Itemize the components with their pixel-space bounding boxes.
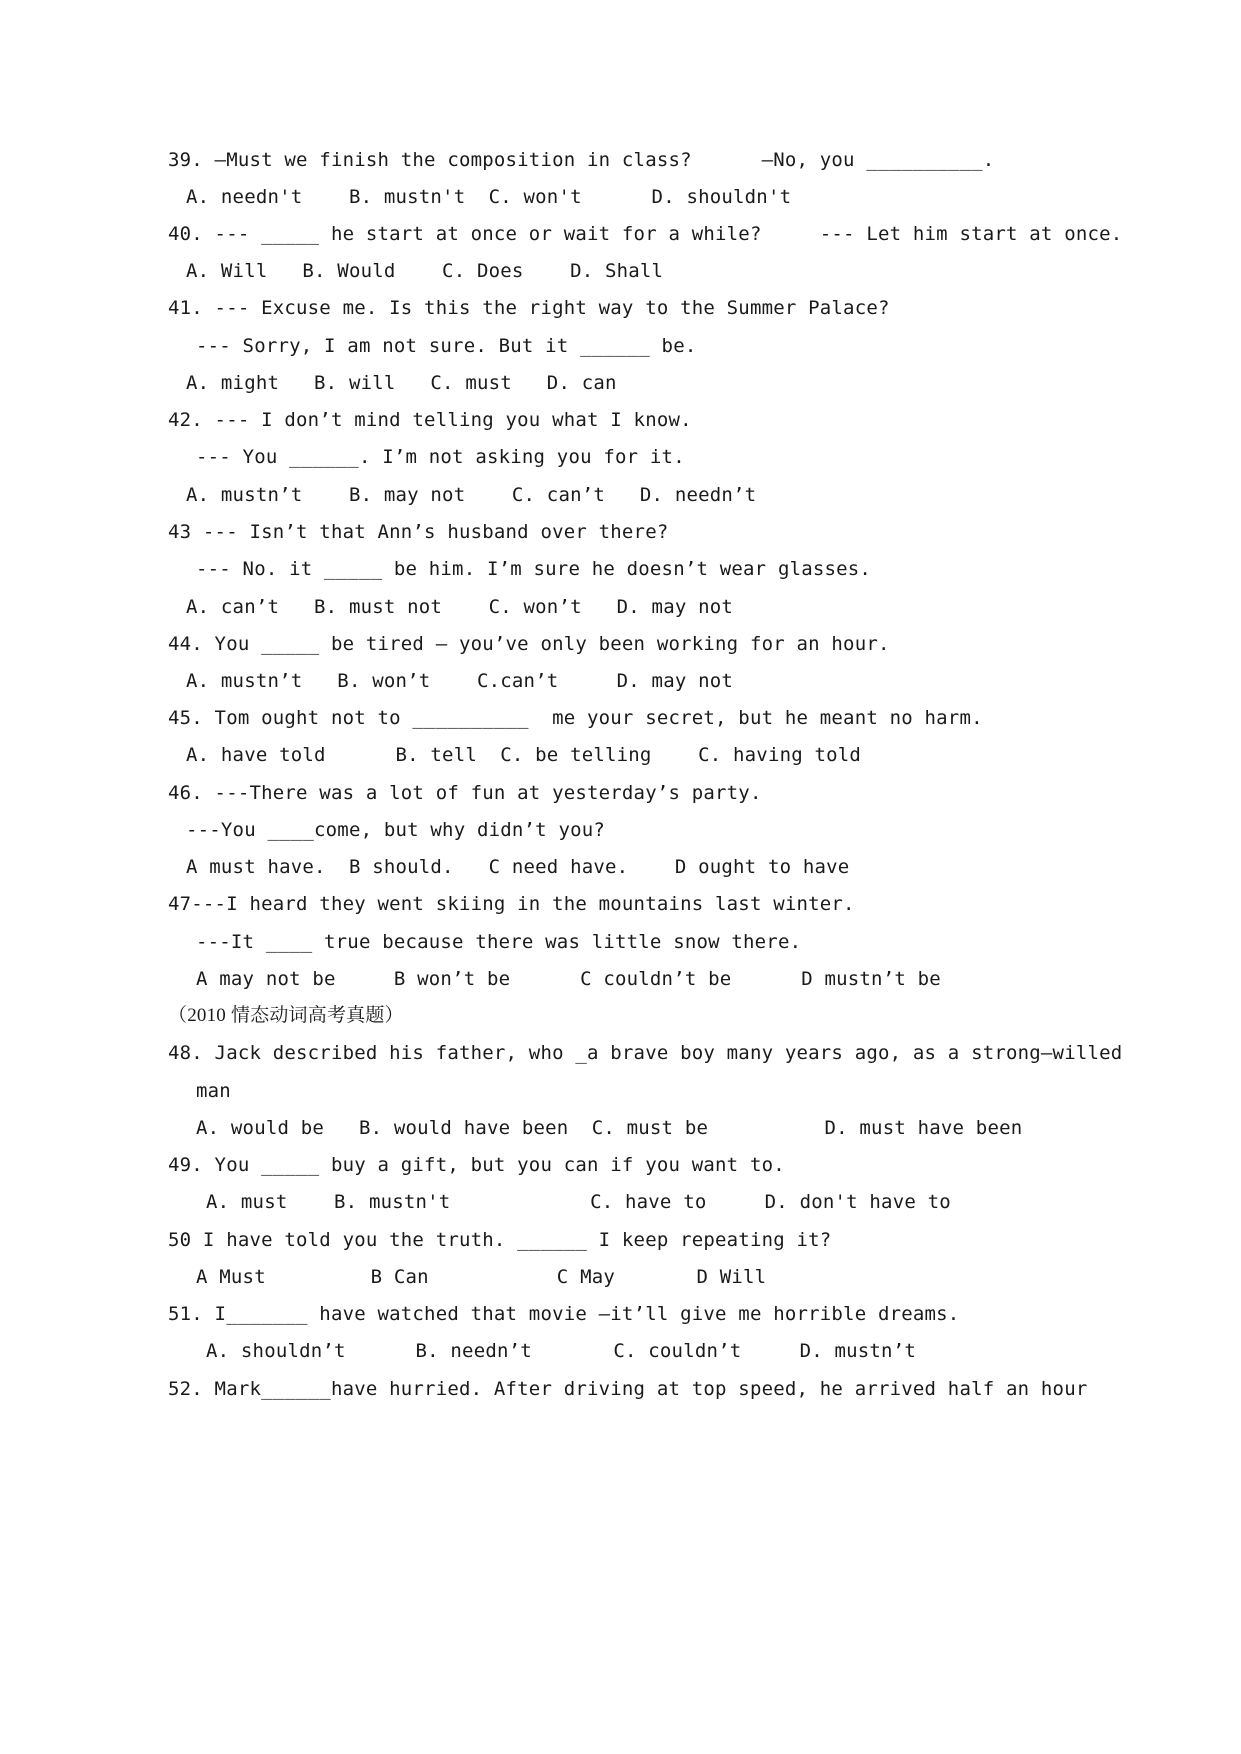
section-heading: （2010 情态动词高考真题）: [168, 1005, 404, 1026]
question-48-options: A. would be B. would have been C. must be D. must have been: [196, 1117, 1023, 1139]
question-47-reply: ---It ____ true because there was little snow there.: [196, 931, 802, 953]
question-52: 52. Mark______have hurried. After driving at top speed, he arrived half an hour: [168, 1378, 1088, 1400]
question-47: 47---I heard they went skiing in the mountains last winter.: [168, 893, 855, 915]
question-42-options: A. mustn’t B. may not C. can’t D. needn’t: [186, 484, 757, 506]
question-49: 49. You _____ buy a gift, but you can if you want to.: [168, 1154, 785, 1176]
question-47-options: A may not be B won’t be C couldn’t be D mustn’t be: [196, 968, 941, 990]
question-48-continued: man: [196, 1080, 231, 1102]
question-45: 45. Tom ought not to __________ me your secret, but he meant no harm.: [168, 707, 983, 729]
question-45-options: A. have told B. tell C. be telling C. having told: [186, 744, 862, 766]
question-43: 43 --- Isn’t that Ann’s husband over there?: [168, 521, 669, 543]
question-46: 46. ---There was a lot of fun at yesterday’s party.: [168, 782, 762, 804]
question-40: 40. --- _____ he start at once or wait for a while? --- Let him start at once.: [168, 223, 1123, 245]
question-41-options: A. might B. will C. must D. can: [186, 372, 617, 394]
question-41: 41. --- Excuse me. Is this the right way to the Summer Palace?: [168, 297, 890, 319]
question-43-reply: --- No. it _____ be him. I’m sure he doesn’t wear glasses.: [196, 558, 872, 580]
question-46-options: A must have. B should. C need have. D ought to have: [186, 856, 850, 878]
question-46-reply: ---You ____come, but why didn’t you?: [186, 819, 606, 841]
question-43-options: A. can’t B. must not C. won’t D. may not: [186, 596, 734, 618]
question-50: 50 I have told you the truth. ______ I keep repeating it?: [168, 1229, 832, 1251]
question-41-reply: --- Sorry, I am not sure. But it ______ be.: [196, 335, 697, 357]
question-40-options: A. Will B. Would C. Does D. Shall: [186, 260, 664, 282]
question-48: 48. Jack described his father, who _a brave boy many years ago, as a strong–willed: [168, 1042, 1123, 1064]
question-51-options: A. shouldn’t B. needn’t C. couldn’t D. mustn’t: [206, 1340, 916, 1362]
question-49-options: A. must B. mustn't C. have to D. don't have to: [206, 1191, 951, 1213]
question-50-options: A Must B Can C May D Will: [196, 1266, 767, 1288]
question-44: 44. You _____ be tired – you’ve only been working for an hour.: [168, 633, 890, 655]
question-42-reply: --- You ______. I’m not asking you for it.: [196, 446, 685, 468]
question-39-options: A. needn't B. mustn't C. won't D. shouldn't: [186, 186, 792, 208]
question-51: 51. I_______ have watched that movie —it’ll give me horrible dreams.: [168, 1303, 960, 1325]
question-44-options: A. mustn’t B. won’t C.can’t D. may not: [186, 670, 734, 692]
question-39: 39. —Must we finish the composition in class? —No, you __________.: [168, 149, 995, 171]
question-42: 42. --- I don’t mind telling you what I know.: [168, 409, 692, 431]
